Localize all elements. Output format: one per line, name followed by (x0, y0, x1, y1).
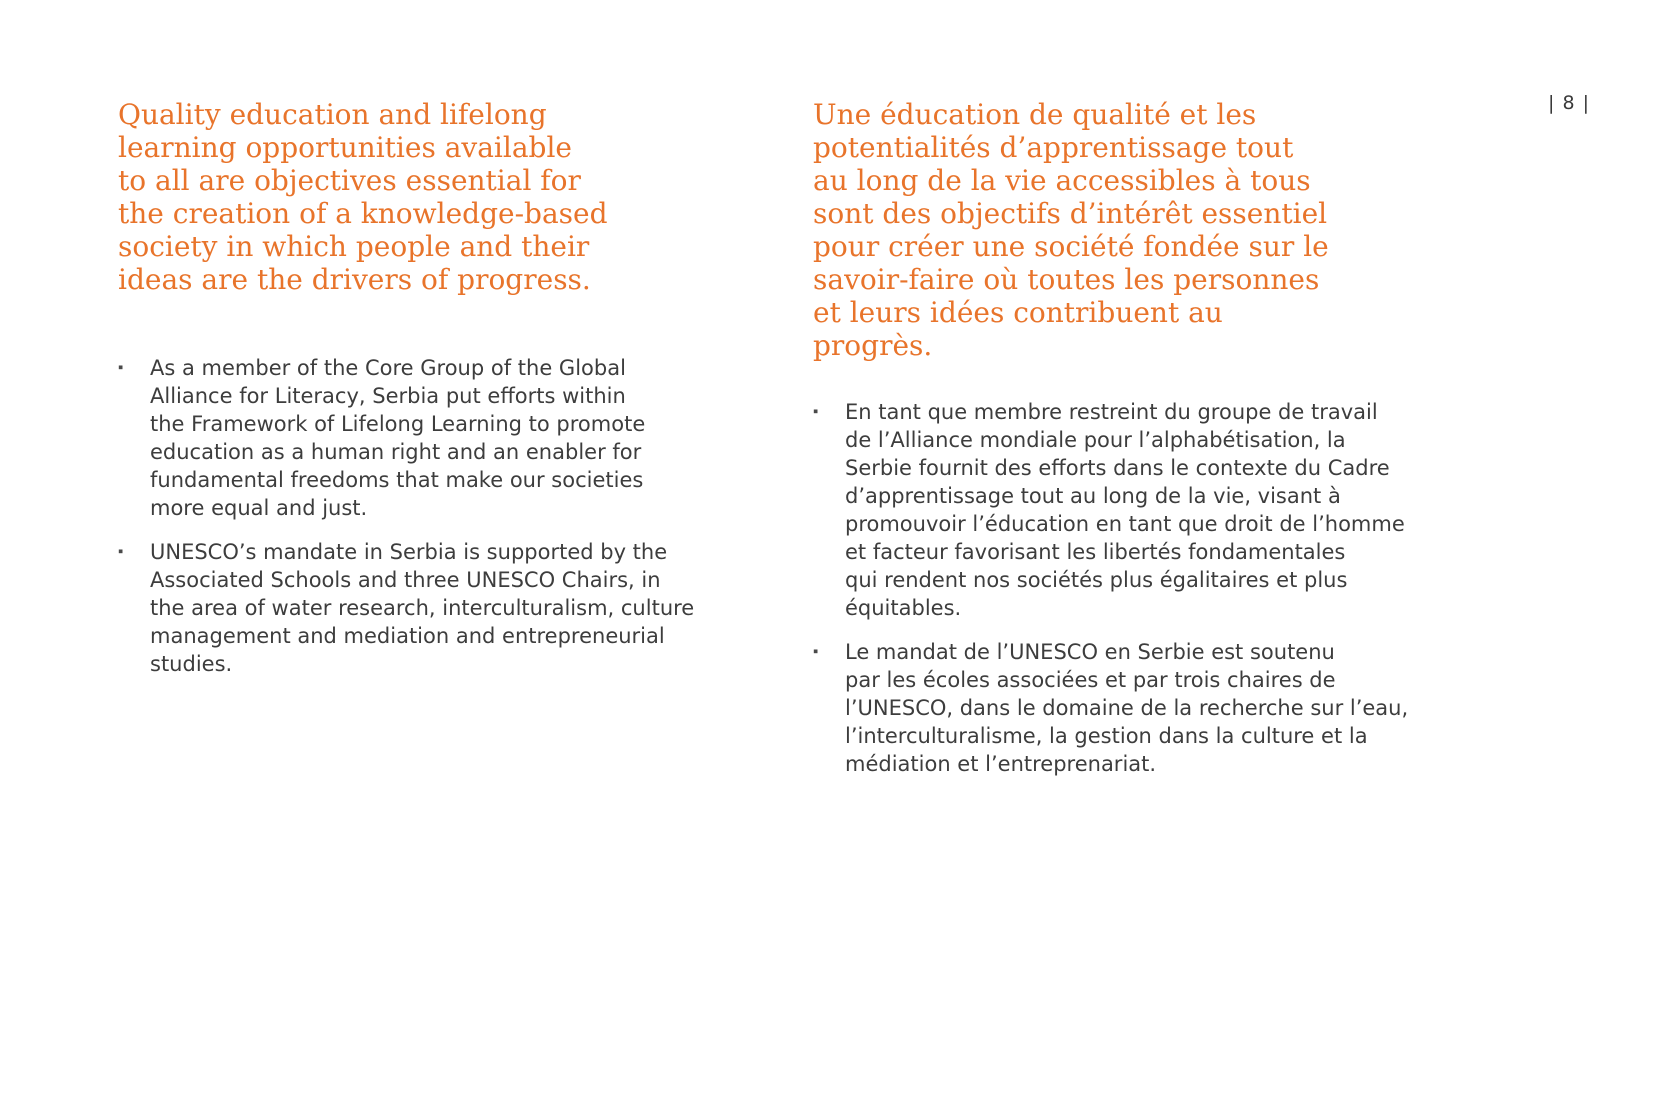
bullet-icon: ▪ (118, 359, 124, 376)
list-item (813, 398, 1493, 622)
bullet-icon: ▪ (813, 403, 819, 420)
french-headline: Une éducation de qualité et les potentialités d’apprentissage tout au long de la vie accessibles à tous sont des objectifs d’intérêt essentiel pour créer une société fondée sur le savoir-faire où toutes les personnes et leurs idées contribuent au progrès. (813, 98, 1329, 362)
english-headline: Quality education and lifelong learning opportunities available to all are objectives essential for the creation of a knowledge-based society in which people and their ideas are the drivers of progress. (118, 98, 608, 296)
page-number: | 8 | (1548, 92, 1590, 114)
english-column (118, 98, 778, 694)
bullet-text: UNESCO’s mandate in Serbia is supported by the Associated Schools and three UNESCO Chairs, in the area of water research, interculturalism, culture management and mediation and entrepreneurial studies. (150, 540, 695, 676)
list-item (118, 538, 778, 678)
bullet-icon: ▪ (813, 643, 819, 660)
list-item (813, 638, 1493, 778)
french-bullet-list (813, 398, 1493, 778)
bullet-icon: ▪ (118, 543, 124, 560)
english-bullet-list (118, 354, 778, 678)
bullet-text: As a member of the Core Group of the Global Alliance for Literacy, Serbia put efforts within the Framework of Lifelong Learning to promote education as a human right and an enabler for fundamental freedoms that make our societies more equal and just. (150, 356, 646, 520)
bullet-text: En tant que membre restreint du groupe de travail de l’Alliance mondiale pour l’alphabétisation, la Serbie fournit des efforts dans le contexte du Cadre d’apprentissage tout au long de la vie, visant à promouvoir l’éducation en tant que droit de l’homme et facteur favorisant les libertés fondamentales qui rendent nos sociétés plus égalitaires et plus équitables. (845, 400, 1405, 620)
list-item (118, 354, 778, 522)
bullet-text: Le mandat de l’UNESCO en Serbie est soutenu par les écoles associées et par trois chaires de l’UNESCO, dans le domaine de la recherche sur l’eau, l’interculturalisme, la gestion dans la culture et la médiation et l’entreprenariat. (845, 640, 1409, 776)
french-column (813, 98, 1493, 794)
